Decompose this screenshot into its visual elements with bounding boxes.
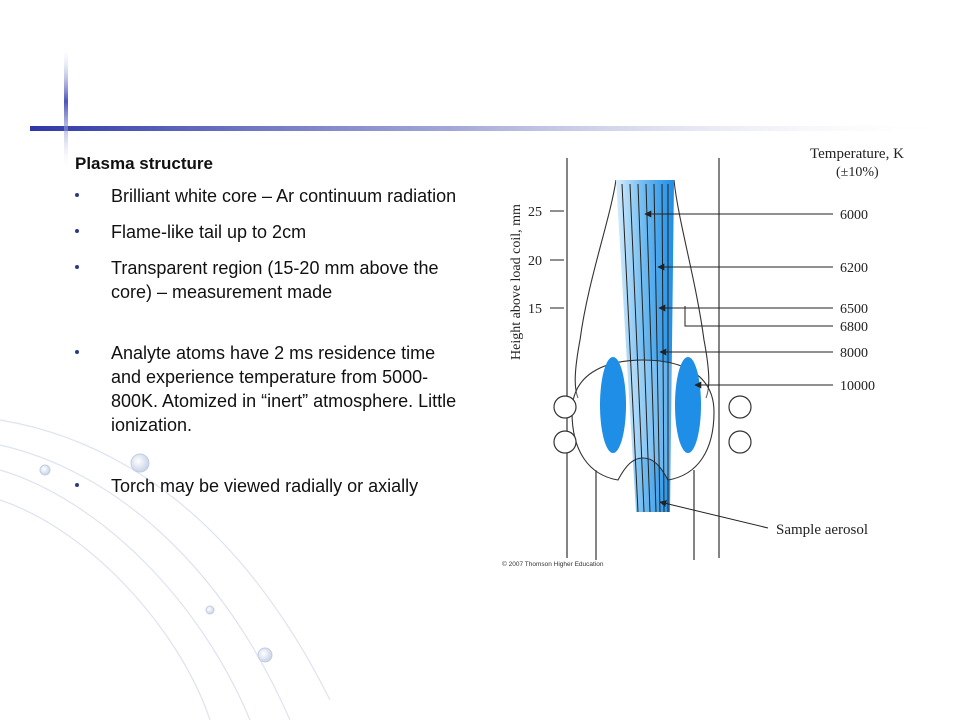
bullet-item xyxy=(75,256,470,304)
bullet-dot-icon xyxy=(75,483,79,487)
bullet-text: Analyte atoms have 2 ms residence time and experience temperature from 5000-800K. Atomized in “inert” atmosphere. Little ionization. xyxy=(111,343,457,435)
temperature-label: 6800 xyxy=(840,320,868,335)
bullet-dot-icon xyxy=(75,350,79,354)
load-coil-left xyxy=(554,396,576,418)
bullet-item xyxy=(75,341,470,437)
height-tick-label: 20 xyxy=(528,254,542,269)
accent-horizontal-line xyxy=(30,126,960,131)
bullet-text: Brilliant white core – Ar continuum radiation xyxy=(111,186,457,206)
load-coil-left xyxy=(554,431,576,453)
plasma-structure-diagram xyxy=(488,140,908,580)
slide-heading: Plasma structure xyxy=(75,154,213,173)
temperature-label: 6000 xyxy=(840,208,868,223)
bullet-text: Flame-like tail up to 2cm xyxy=(111,222,307,242)
bullet-item xyxy=(75,220,470,244)
load-coil-right xyxy=(729,431,751,453)
temperature-label: 6500 xyxy=(840,302,868,317)
height-tick-label: 25 xyxy=(528,205,542,220)
y-axis-label: Height above load coil, mm xyxy=(509,204,524,360)
hot-zone-left xyxy=(600,357,626,453)
temperature-label: 6200 xyxy=(840,261,868,276)
copyright-text: © 2007 Thomson Higher Education xyxy=(502,561,604,568)
bullet-text: Torch may be viewed radially or axially xyxy=(111,476,419,496)
bullet-text-panel xyxy=(75,152,470,498)
hot-zone-right xyxy=(675,357,701,453)
accent-vertical-line xyxy=(64,45,68,170)
bullet-dot-icon xyxy=(75,193,79,197)
temperature-tolerance: (±10%) xyxy=(836,165,879,180)
temperature-label: 8000 xyxy=(840,346,868,361)
height-tick-label: 15 xyxy=(528,302,542,317)
bullet-text: Transparent region (15-20 mm above the core) – measurement made xyxy=(111,258,439,302)
bullet-list xyxy=(75,184,470,498)
bullet-dot-icon xyxy=(75,265,79,269)
temperature-label: 10000 xyxy=(840,379,875,394)
bullet-item xyxy=(75,474,470,498)
sample-aerosol-label: Sample aerosol xyxy=(776,522,869,538)
bullet-item xyxy=(75,184,470,208)
temperature-header: Temperature, K xyxy=(810,146,904,162)
temperature-leader xyxy=(685,306,833,326)
load-coil-right xyxy=(729,396,751,418)
sample-aerosol-leader xyxy=(660,502,768,528)
bullet-dot-icon xyxy=(75,229,79,233)
